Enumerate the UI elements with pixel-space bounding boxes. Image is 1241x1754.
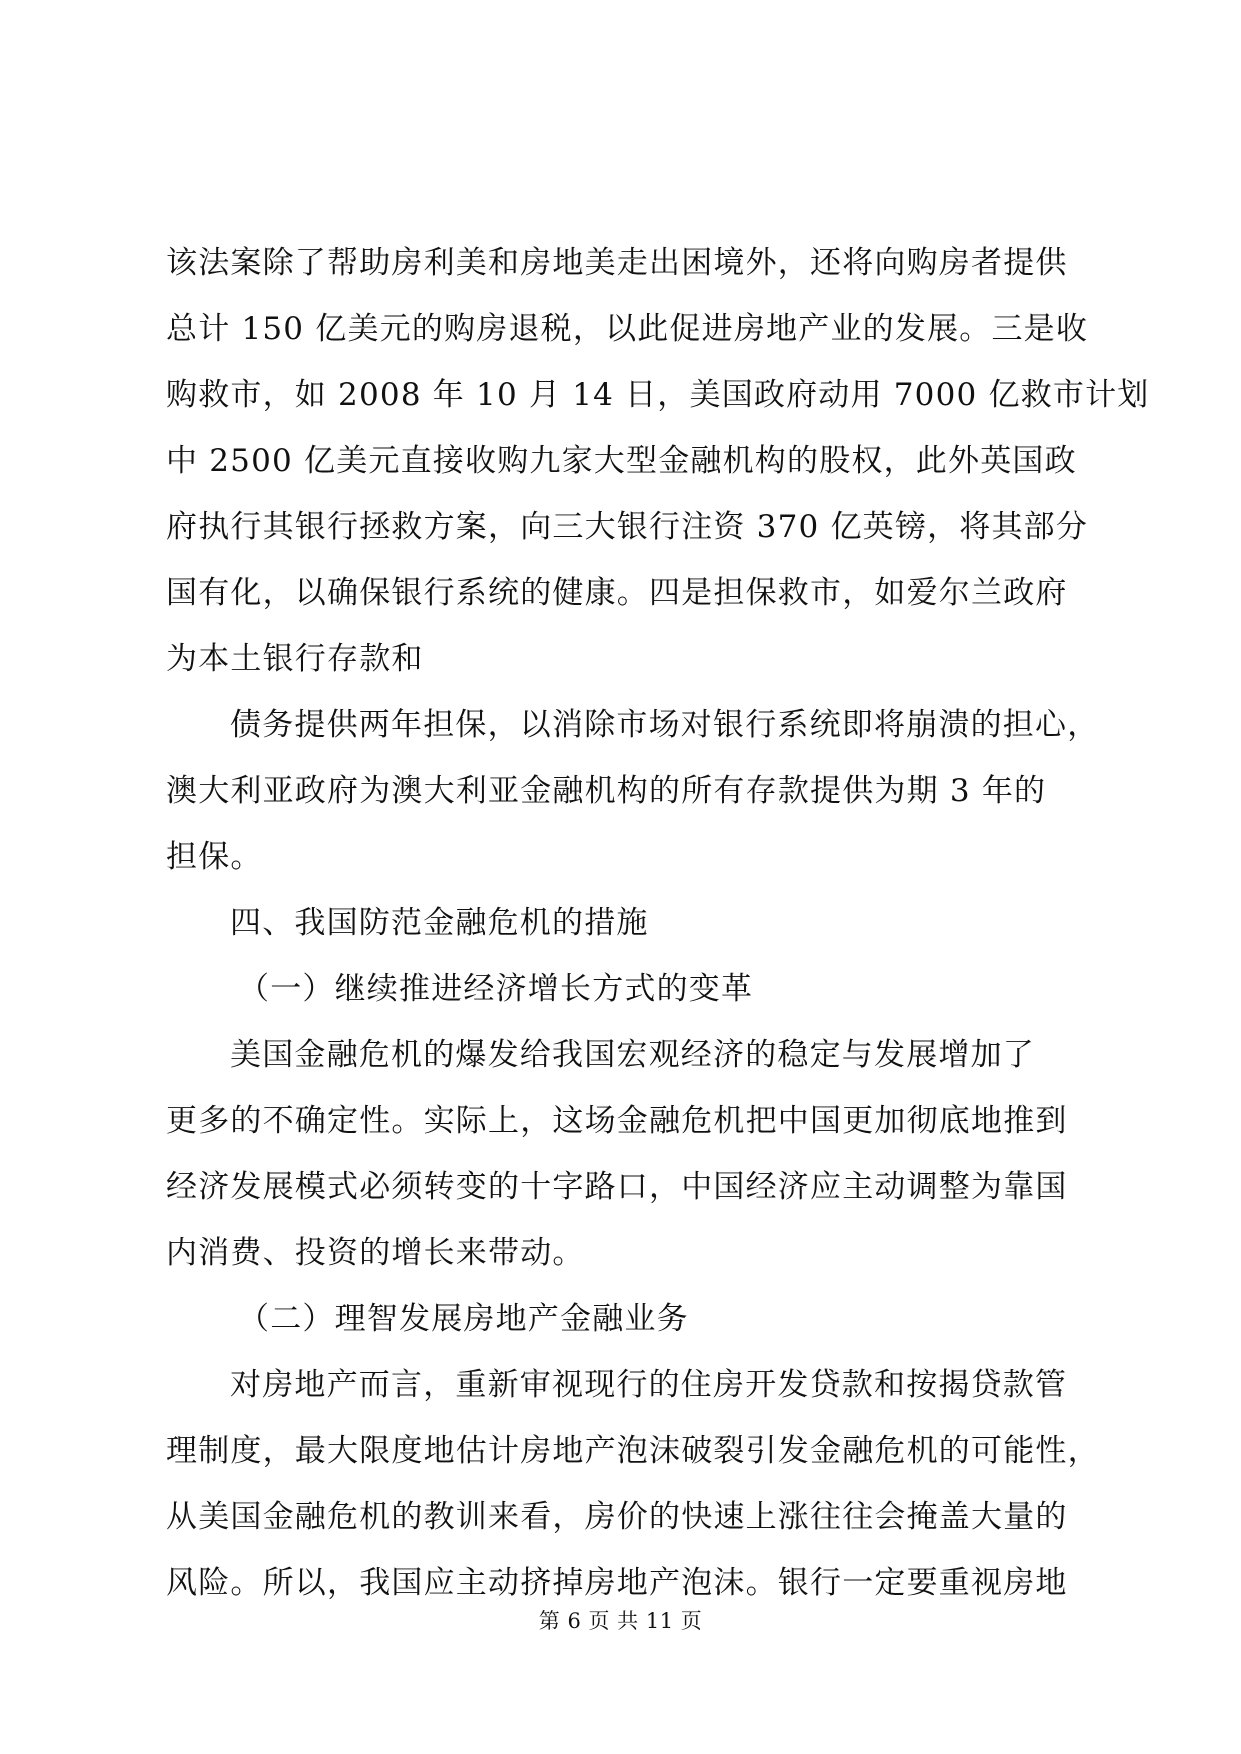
- body-text: [166, 230, 1150, 1616]
- section-heading: 四、我国防范金融危机的措施: [230, 905, 649, 941]
- paragraph-line: 购救市，如 2008 年 10 月 14 日，美国政府动用 7000 亿救市计划: [166, 377, 1150, 413]
- paragraph-line: 该法案除了帮助房利美和房地美走出困境外，还将向购房者提供: [166, 245, 1068, 281]
- paragraph-line: 风险。所以，我国应主动挤掉房地产泡沫。银行一定要重视房地: [166, 1565, 1068, 1601]
- page-number-footer: 第 6 页 共 11 页: [538, 1609, 703, 1633]
- paragraph-line: 经济发展模式必须转变的十字路口，中国经济应主动调整为靠国: [166, 1169, 1068, 1205]
- paragraph-line: 美国金融危机的爆发给我国宏观经济的稳定与发展增加了: [230, 1037, 1035, 1073]
- paragraph-line: 担保。: [166, 839, 263, 875]
- paragraph-line: 理制度，最大限度地估计房地产泡沫破裂引发金融危机的可能性，: [166, 1433, 1100, 1469]
- paragraph-line: 内消费、投资的增长来带动。: [166, 1235, 585, 1271]
- paragraph-line: 对房地产而言，重新审视现行的住房开发贷款和按揭贷款管: [230, 1367, 1068, 1403]
- subsection-heading: （二）理智发展房地产金融业务: [238, 1301, 689, 1337]
- paragraph-line: 债务提供两年担保，以消除市场对银行系统即将崩溃的担心，: [230, 707, 1100, 743]
- paragraph-line: 为本土银行存款和: [166, 641, 424, 677]
- paragraph-line: 府执行其银行拯救方案，向三大银行注资 370 亿英镑，将其部分: [166, 509, 1089, 545]
- paragraph-line: 中 2500 亿美元直接收购九家大型金融机构的股权，此外英国政: [166, 443, 1077, 479]
- paragraph-line: 总计 150 亿美元的购房退税，以此促进房地产业的发展。三是收: [166, 311, 1089, 347]
- paragraph-line: 更多的不确定性。实际上，这场金融危机把中国更加彻底地推到: [166, 1103, 1068, 1139]
- paragraph-line: 从美国金融危机的教训来看，房价的快速上涨往往会掩盖大量的: [166, 1499, 1068, 1535]
- subsection-heading: （一）继续推进经济增长方式的变革: [238, 971, 754, 1007]
- paragraph-line: 澳大利亚政府为澳大利亚金融机构的所有存款提供为期 3 年的: [166, 773, 1047, 809]
- paragraph-line: 国有化，以确保银行系统的健康。四是担保救市，如爱尔兰政府: [166, 575, 1068, 611]
